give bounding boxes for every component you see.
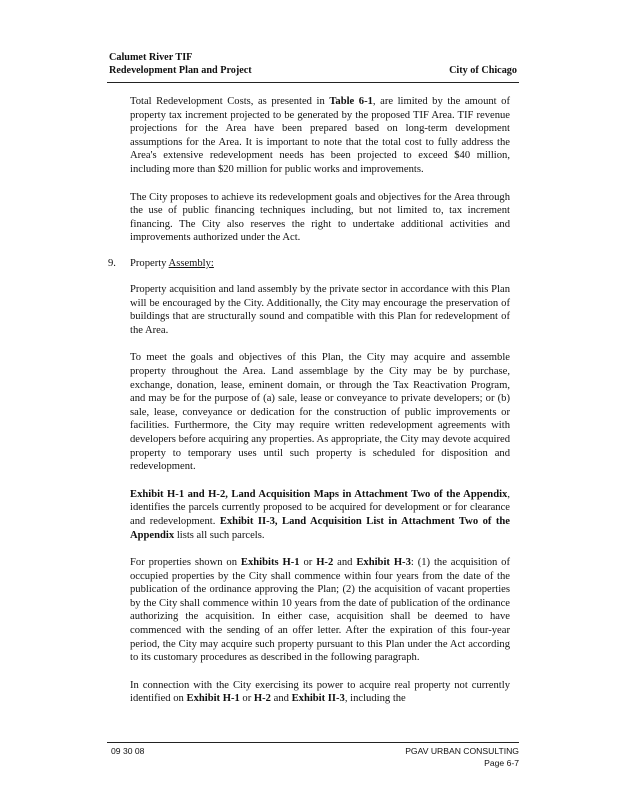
paragraph-connection	[130, 679, 510, 706]
paragraph-acquisition: Property acquisition and land assembly by the private sector in accordance with this Plan will be encouraged by the City. Additionally, the City may encourage the preservation of buildings that are structurally sound and compatible with this Plan for redevelopment of the Area.	[130, 284, 510, 336]
exhibit-reference: H-2	[253, 693, 271, 705]
paragraph-costs	[130, 95, 510, 177]
header-project-title: Calumet River TIF	[109, 52, 193, 63]
exhibit-reference: Exhibits H-1	[240, 557, 300, 569]
section-body	[130, 283, 510, 720]
section-title-prefix: Property	[130, 258, 169, 269]
paragraph-financing: The City proposes to achieve its redevelopment goals and objectives for the Area through the use of public financing techniques including, but not limited to, tax increment financing. The City also reserves the right to undertake additional activities and improvements authorized under the Act.	[130, 191, 510, 244]
footer-page-number: Page 6-7	[484, 758, 519, 768]
header-city: City of Chicago	[449, 65, 517, 76]
text-run: , are limited by the amount of property tax increment projected to be generated by the proposed TIF Area. TIF revenue projections for the Area have been prepared based on long-term development assumptions for the Area. It is important to note that the total cost to fully address the Area's extensive redevelopment needs has been projected to exceed $40 million, including more than $20 million for public works and improvements.	[130, 96, 510, 175]
header-rule	[107, 82, 519, 83]
header-plan-title: Redevelopment Plan and Project	[109, 65, 252, 76]
text-run: In connection with the City exercising its power to acquire real property not currently identified on	[130, 679, 510, 705]
table-reference: Table 6-1	[329, 96, 373, 107]
text-run: , identifies the parcels currently proposed to be acquired for development or for clearance and redevelopment.	[130, 488, 510, 527]
text-run: For properties shown on	[130, 557, 241, 569]
paragraph-assembly: To meet the goals and objectives of this Plan, the City may acquire and assemble property throughout the Area. Land assemblage by the City may be by purchase, exchange, donation, lease, eminent domain, or through the Tax Reactivation Program, and may be for the purpose of (a) sale, lease or conveyance to private developers; or (b) sale, lease, conveyance or dedication for the construction of public improvements or facilities. Furthermore, the City may require written redevelopment agreements with developers before acquiring any properties. As appropriate, the City may devote acquired property to temporary uses until such property is scheduled for disposition and redevelopment.	[130, 352, 510, 473]
section-heading	[108, 258, 510, 269]
text-run: Total Redevelopment Costs, as presented in	[130, 96, 330, 107]
footer-rule	[107, 742, 519, 743]
text-run: or	[239, 693, 254, 705]
footer-date: 09 30 08	[111, 746, 145, 756]
text-run: or	[299, 557, 317, 569]
exhibit-reference: Exhibit II-3, Land Acquisition List in Attachment Two of the Appendix	[130, 515, 510, 541]
section-title: Assembly:	[168, 258, 214, 269]
footer-firm: PGAV URBAN CONSULTING	[405, 746, 519, 756]
exhibit-reference: Exhibit II-3	[291, 693, 345, 705]
text-run: lists all such parcels.	[174, 529, 265, 541]
exhibit-reference: H-2	[316, 557, 334, 569]
text-run: and	[270, 693, 292, 705]
text-run: : (1) the acquisition of occupied properties by the City shall commence within four years from the date of the publication of the ordinance approving the Plan; (2) the acquisition of vacant properties by the City shall commence within 10 years from the date of publication of the ordinance authorizing the acquisition. In either case, acquisition shall be deemed to have commenced with the sending of an offer letter. After the expiration of this four-year period, the City may acquire such property pursuant to this Plan under the Act according to its customary procedures as described in the following paragraph.	[130, 557, 511, 664]
paragraph-timing	[130, 556, 510, 665]
body-text	[130, 95, 510, 259]
paragraph-exhibits	[130, 488, 510, 542]
exhibit-reference: Exhibit H-1 and H-2, Land Acquisition Maps in Attachment Two of the Appendix	[130, 488, 508, 500]
section-number: 9.	[108, 258, 116, 269]
exhibit-reference: Exhibit H-1	[186, 693, 240, 705]
text-run: and	[333, 557, 357, 569]
text-run: , including the	[344, 693, 406, 705]
exhibit-reference: Exhibit H-3	[356, 557, 411, 569]
